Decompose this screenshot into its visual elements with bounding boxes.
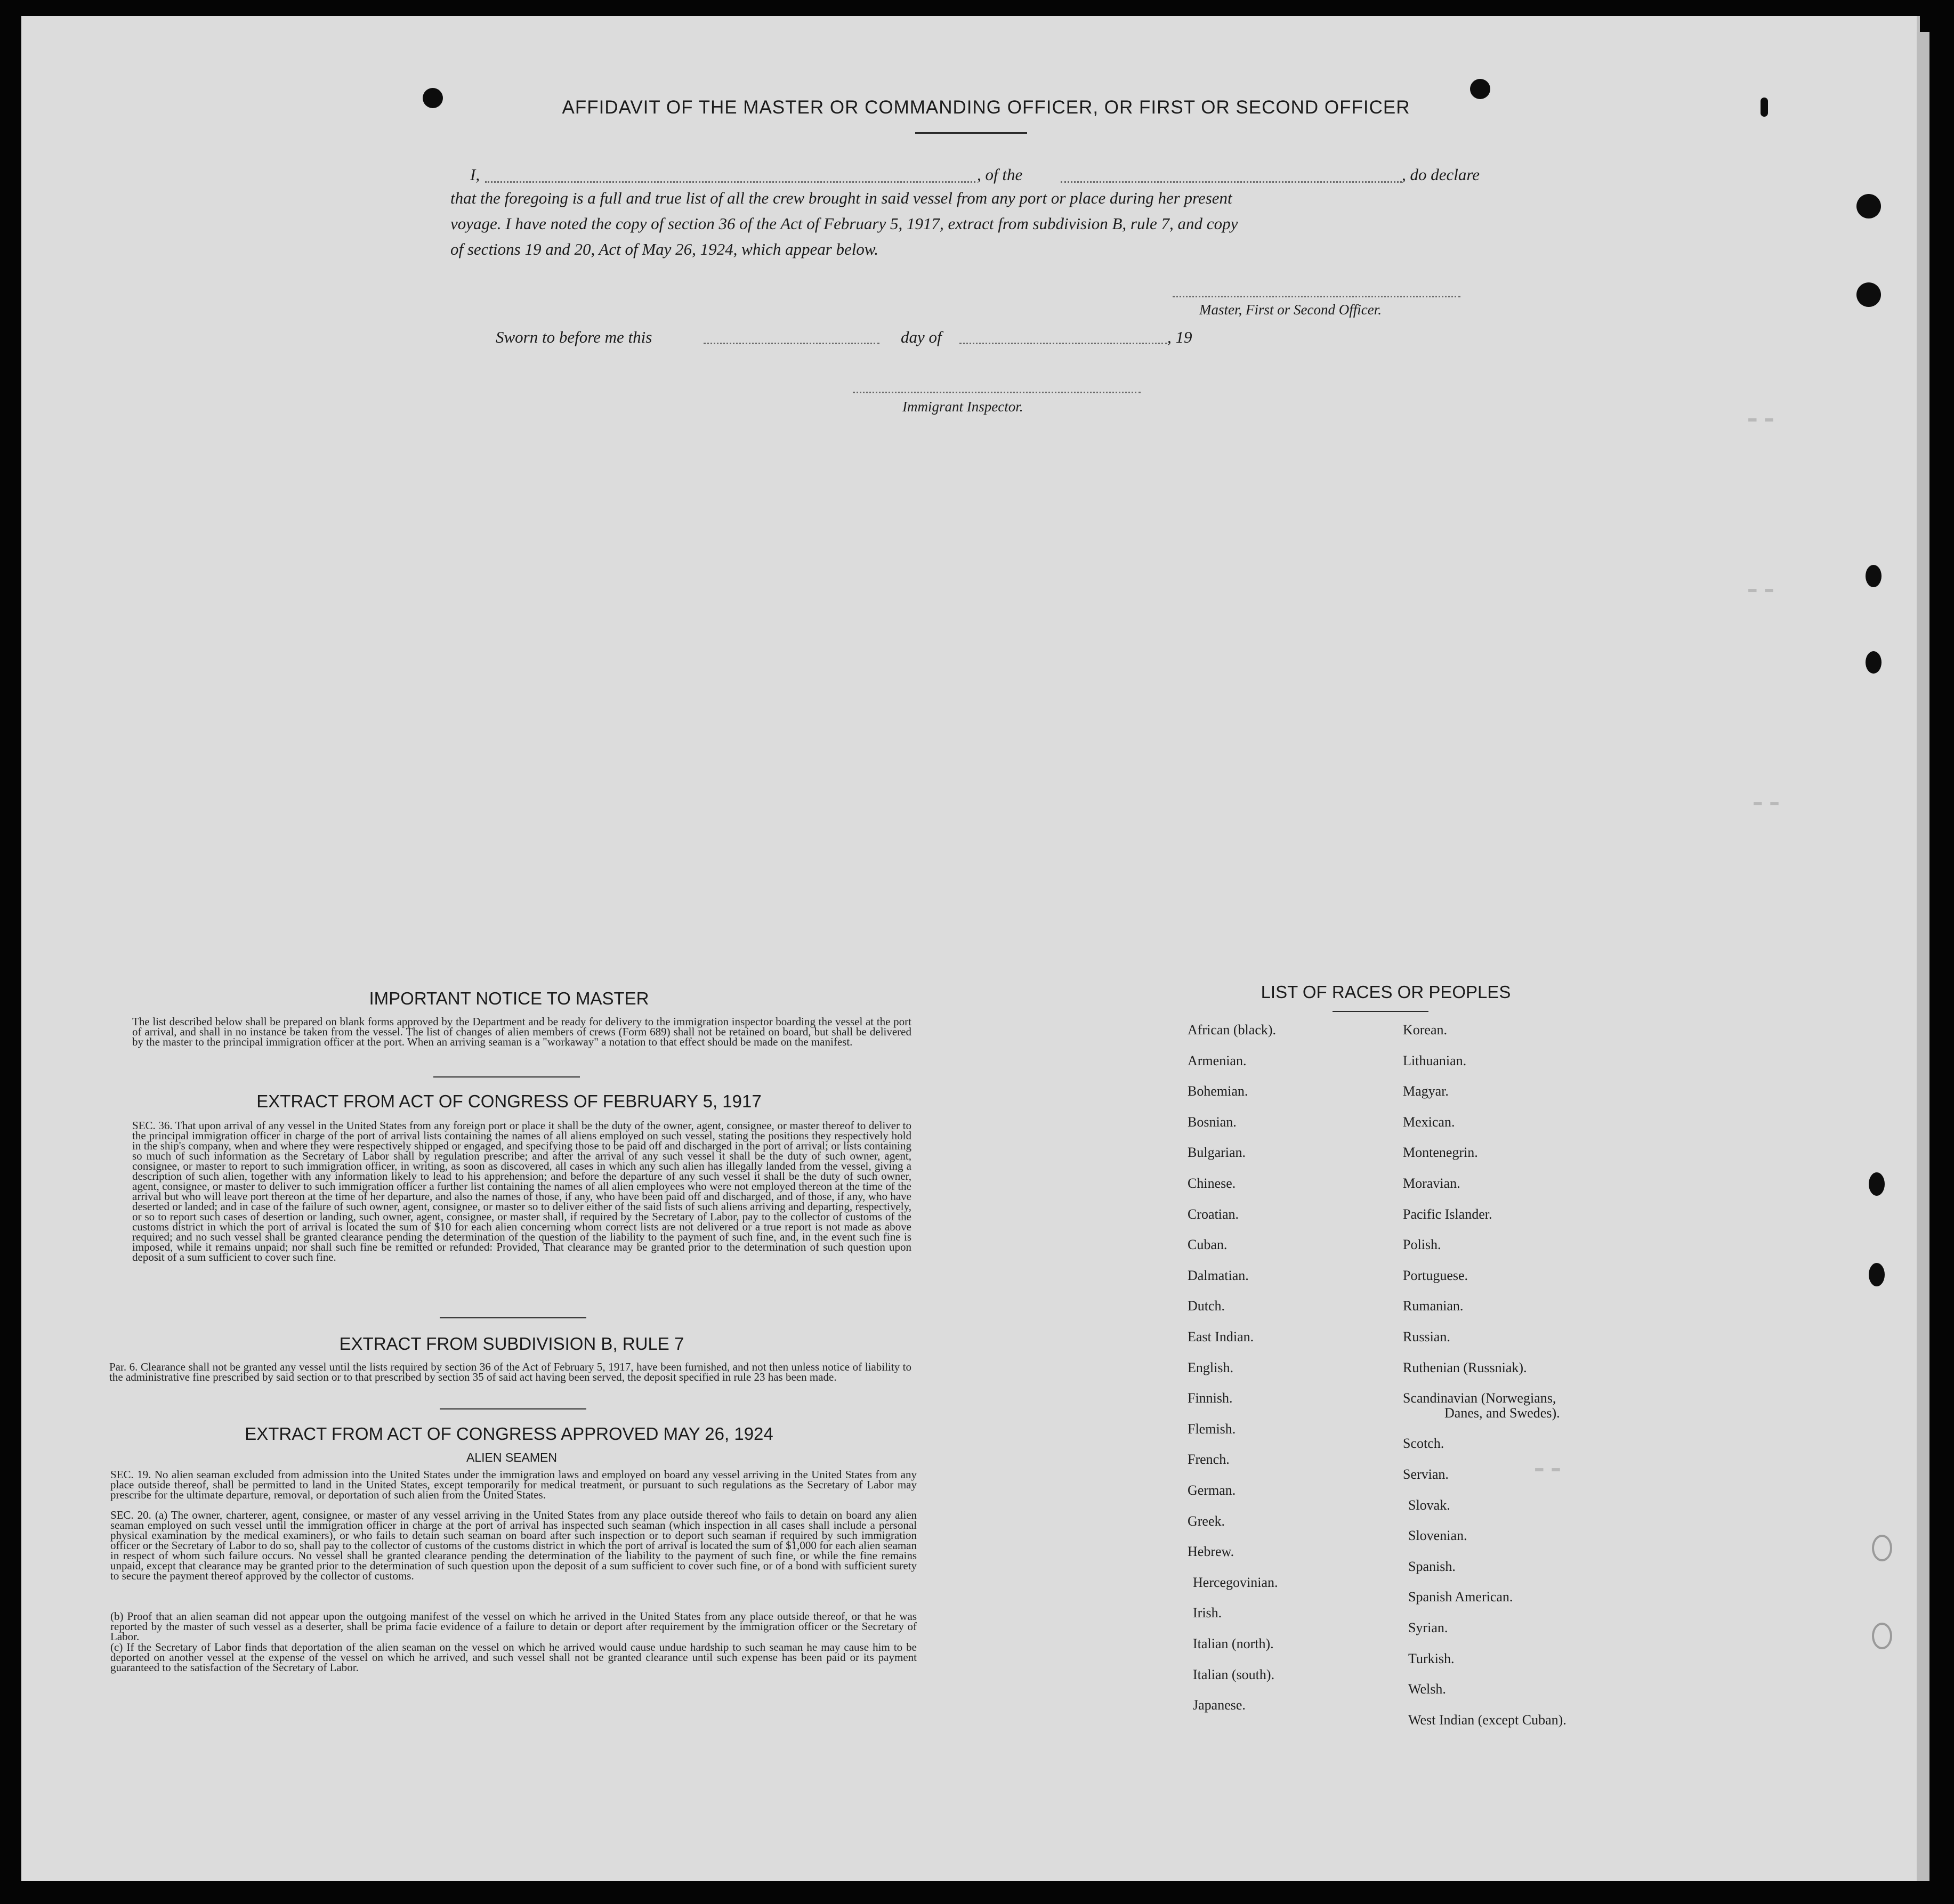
sworn-month-blank — [959, 343, 1167, 344]
race-item: Montenegrin. — [1403, 1145, 1478, 1161]
affidavit-of-the: , of the — [977, 165, 1023, 184]
race-item: English. — [1188, 1359, 1233, 1375]
extract-1924-sec20a: SEC. 20. (a) The owner, charterer, agent, consignee, or master of any vessel arriving in the United States from any place outside thereof who fails to detain on board any alien seaman employed on such vessel until the immigration officer in charge at the port of arrival has inspected such seaman (which inspection in all cases shall include a personal physical examination by the medical examiners), or who fails to detain such seaman on board after such inspection or to deport such seaman if required by such immigration officer or the Secretary of Labor to do so, shall pay to the collector of customs of the customs district in which the port of arrival is located the sum of $1,000 for each alien seaman in respect of whom such failure occurs. No vessel shall be granted clearance pending the determination of the liability to the payment of such fine, or while the fine remains unpaid, except that clearance may be granted prior to the determination of such question upon the deposit of a sum sufficient to cover such fine, or of a bond with sufficient surety to secure the payment thereof approved by the collector of customs. — [110, 1509, 917, 1582]
race-item: Flemish. — [1188, 1421, 1236, 1437]
race-item: Bulgarian. — [1188, 1145, 1246, 1161]
race-item: Turkish. — [1408, 1650, 1455, 1666]
page-edge — [1917, 32, 1929, 1881]
affidavit-title: AFFIDAVIT OF THE MASTER OR COMMANDING OFFICER, OR FIRST OR SECOND OFFICER — [562, 97, 1410, 118]
race-item: Spanish American. — [1408, 1589, 1513, 1605]
divider — [440, 1317, 586, 1318]
race-item: Greek. — [1188, 1513, 1225, 1529]
race-item: Bosnian. — [1188, 1114, 1237, 1130]
race-item: Chinese. — [1188, 1176, 1236, 1191]
race-item: Welsh. — [1408, 1681, 1446, 1697]
extract-1924-sec19: SEC. 19. No alien seaman excluded from admission into the United States under the immigration laws and employed on board any vessel arriving in the United States from any place outside thereof, shall be permitted to land in the United States, except temporarily for medical treatment, or pursuant to such regulations as the Secretary of Labor may prescribe for the ultimate departure, removal, or deportation of such alien from the United States. — [110, 1468, 917, 1501]
affidavit-declare: , do declare — [1402, 165, 1480, 184]
race-item: Italian (south). — [1193, 1666, 1275, 1682]
race-item: West Indian (except Cuban). — [1408, 1712, 1567, 1728]
race-item: Irish. — [1193, 1605, 1222, 1621]
punch-hole — [1856, 194, 1881, 218]
race-item: Servian. — [1403, 1467, 1449, 1482]
race-item: Moravian. — [1403, 1176, 1460, 1191]
race-item: Finnish. — [1188, 1390, 1233, 1406]
punch-hole — [1856, 282, 1881, 307]
races-title: LIST OF RACES OR PEOPLES — [1261, 982, 1511, 1002]
race-item: Croatian. — [1188, 1206, 1239, 1222]
signature-line — [1173, 296, 1460, 297]
divider — [433, 1076, 580, 1077]
race-item: Korean. — [1403, 1022, 1448, 1038]
signature-label: Master, First or Second Officer. — [1199, 302, 1382, 318]
race-item: Dalmatian. — [1188, 1267, 1249, 1283]
sworn-text: Sworn to before me this — [496, 328, 652, 346]
punch-hole-ring — [1872, 1623, 1892, 1649]
race-item: Spanish. — [1408, 1558, 1456, 1574]
punch-hole — [423, 88, 443, 108]
sworn-day-blank — [704, 343, 879, 344]
race-item: Russian. — [1403, 1329, 1450, 1344]
race-item: Scandinavian (Norwegians, — [1403, 1390, 1556, 1406]
affidavit-line2: that the foregoing is a full and true list of all the crew brought in said vessel from any port or place during her present — [450, 189, 1232, 207]
sworn-year: , 19 — [1167, 328, 1192, 346]
punch-hole — [1866, 565, 1882, 587]
race-item: Dutch. — [1188, 1298, 1225, 1314]
extract-1917-text: SEC. 36. That upon arrival of any vessel in the United States from any foreign port or place it shall be the duty of the owner, agent, consignee, or master thereof to deliver to the principal immigration officer in charge of the port of arrival lists containing the names of all aliens employed on such vessel, stating the positions they respectively hold in the ship's company, when and where they were respectively shipped or engaged, and specifying those to be paid off and discharged in the port of arrival; or lists containing so much of such information as the Secretary of Labor shall by regulation prescribe; and after the arrival of any such vessel it shall be the duty of such owner, agent, consignee, or master to report to such immigration officer, in writing, as soon as discovered, all cases in which any such alien has illegally landed from the vessel, giving a description of such alien, together with any information likely to lead to his apprehension; and before the departure of any such vessel it shall be the duty of such owner, agent, consignee, or master to deliver to such immigration officer a further list containing the names of all alien employees who were not employed thereon at the time of the arrival but who will leave port thereon at the time of her departure, and also the names of those, if any, who have been paid off and discharged, and of those, if any, who have deserted or landed; and in case of the failure of such owner, agent, consignee, or master so to deliver either of the said lists of such aliens arriving and departing, respectively, or so to report such cases of desertion or landing, such owner, agent, consignee, or master shall, if required by the Secretary of Labor, pay to the collector of customs of the customs district in which the port of arrival is located the sum of $10 for each alien concerning whom correct lists are not delivered or a true report is not made as above required; and no such vessel shall be granted clearance pending the determination of the question of the liability to the payment of such fine, and, in the event such fine is imposed, while it remains unpaid; nor shall such fine be remitted or refunded: Provided, That clearance may be granted prior to the determination of such question upon deposit of a sum sufficient to cover such fine. — [132, 1119, 911, 1263]
race-item: Polish. — [1403, 1237, 1441, 1253]
extract-1924-sec20c: (c) If the Secretary of Labor finds that deportation of the alien seaman on the vessel on which he arrived would cause undue hardship to such seaman he may cause him to be deported on another vessel at the expense of the vessel on which he arrived, and such vessel shall not be granted clearance until such expense has been paid or its payment guaranteed to the satisfaction of the Secretary of Labor. — [110, 1641, 917, 1674]
name-blank — [485, 181, 975, 183]
race-item: Ruthenian (Russniak). — [1403, 1359, 1527, 1375]
bleed-through-marks: ▬ ▬ — [1754, 794, 1779, 810]
bleed-through-marks: ▬ ▬ — [1748, 581, 1773, 597]
affidavit-i: I, — [470, 165, 480, 184]
affidavit-line4: of sections 19 and 20, Act of May 26, 1924, which appear below. — [450, 240, 879, 258]
punch-hole-ring — [1872, 1535, 1892, 1561]
race-item: Slovak. — [1408, 1497, 1450, 1513]
punch-hole — [1761, 98, 1768, 117]
notice-text: The list described below shall be prepared on blank forms approved by the Department and be ready for delivery to the immigration inspector boarding the vessel at the port of arrival, and shall in no instance be taken from the vessel. The list of changes of alien members of crews (Form 689) shall not be retained on board, but shall be delivered by the master to the principal immigration officer at the port. When an arriving seaman is a "workaway" a notation to that effect should be made on the manifest. — [132, 1015, 911, 1048]
race-item: East Indian. — [1188, 1329, 1254, 1344]
inspector-line — [853, 392, 1141, 393]
race-item: Hercegovinian. — [1193, 1574, 1278, 1590]
race-item: Armenian. — [1188, 1052, 1247, 1068]
race-item: Italian (north). — [1193, 1636, 1274, 1651]
punch-hole — [1869, 1172, 1885, 1196]
extract-rule7-text: Par. 6. Clearance shall not be granted any vessel until the lists required by section 36 of the Act of February 5, 1917, have been furnished, and not then unless notice of liability to the administrative fine prescribed by said section or to that prescribed by section 35 of said act having been served, the deposit specified in rule 23 has been made. — [109, 1360, 911, 1383]
document-page — [21, 16, 1920, 1881]
extract-rule7-title: EXTRACT FROM SUBDIVISION B, RULE 7 — [339, 1334, 684, 1354]
race-item: German. — [1188, 1482, 1236, 1498]
race-item: Danes, and Swedes). — [1444, 1405, 1560, 1421]
extract-1924-title: EXTRACT FROM ACT OF CONGRESS APPROVED MAY 26, 1924 — [245, 1424, 773, 1444]
bleed-through-marks: ▬ ▬ — [1748, 410, 1773, 426]
race-item: Pacific Islander. — [1403, 1206, 1492, 1222]
race-item: Mexican. — [1403, 1114, 1455, 1130]
title-underline — [915, 132, 1027, 134]
punch-hole — [1869, 1263, 1885, 1286]
races-title-underline — [1333, 1011, 1428, 1012]
inspector-label: Immigrant Inspector. — [902, 399, 1023, 415]
race-item: Bohemian. — [1188, 1083, 1248, 1099]
race-item: Rumanian. — [1403, 1298, 1464, 1314]
race-item: African (black). — [1188, 1022, 1277, 1038]
race-item: Slovenian. — [1408, 1528, 1467, 1544]
race-item: Scotch. — [1403, 1436, 1444, 1452]
race-item: French. — [1188, 1452, 1230, 1468]
race-item: Magyar. — [1403, 1083, 1449, 1099]
vessel-blank — [1061, 181, 1402, 183]
sworn-day-of: day of — [901, 328, 942, 346]
race-item: Cuban. — [1188, 1237, 1228, 1253]
extract-1917-title: EXTRACT FROM ACT OF CONGRESS OF FEBRUARY 5, 1917 — [256, 1091, 762, 1111]
bleed-through-marks: ▬ ▬ — [1535, 1460, 1560, 1476]
divider — [440, 1408, 586, 1409]
race-item: Japanese. — [1193, 1697, 1246, 1713]
punch-hole — [1470, 79, 1490, 99]
race-item: Lithuanian. — [1403, 1052, 1467, 1068]
race-item: Portuguese. — [1403, 1267, 1468, 1283]
punch-hole — [1866, 651, 1882, 674]
alien-seamen-subtitle: ALIEN SEAMEN — [466, 1451, 557, 1464]
race-item: Hebrew. — [1188, 1544, 1234, 1560]
notice-title: IMPORTANT NOTICE TO MASTER — [369, 989, 649, 1008]
extract-1924-sec20b: (b) Proof that an alien seaman did not appear upon the outgoing manifest of the vessel on which he arrived in the United States from any place outside thereof, or that he was reported by the master of such vessel as a deserter, shall be prima facie evidence of a failure to detain or deport after requirement by the immigration officer or the Secretary of Labor. — [110, 1610, 917, 1643]
race-item: Syrian. — [1408, 1620, 1448, 1635]
affidavit-line3: voyage. I have noted the copy of section 36 of the Act of February 5, 1917, extract from subdivision B, rule 7, and copy — [450, 214, 1238, 233]
